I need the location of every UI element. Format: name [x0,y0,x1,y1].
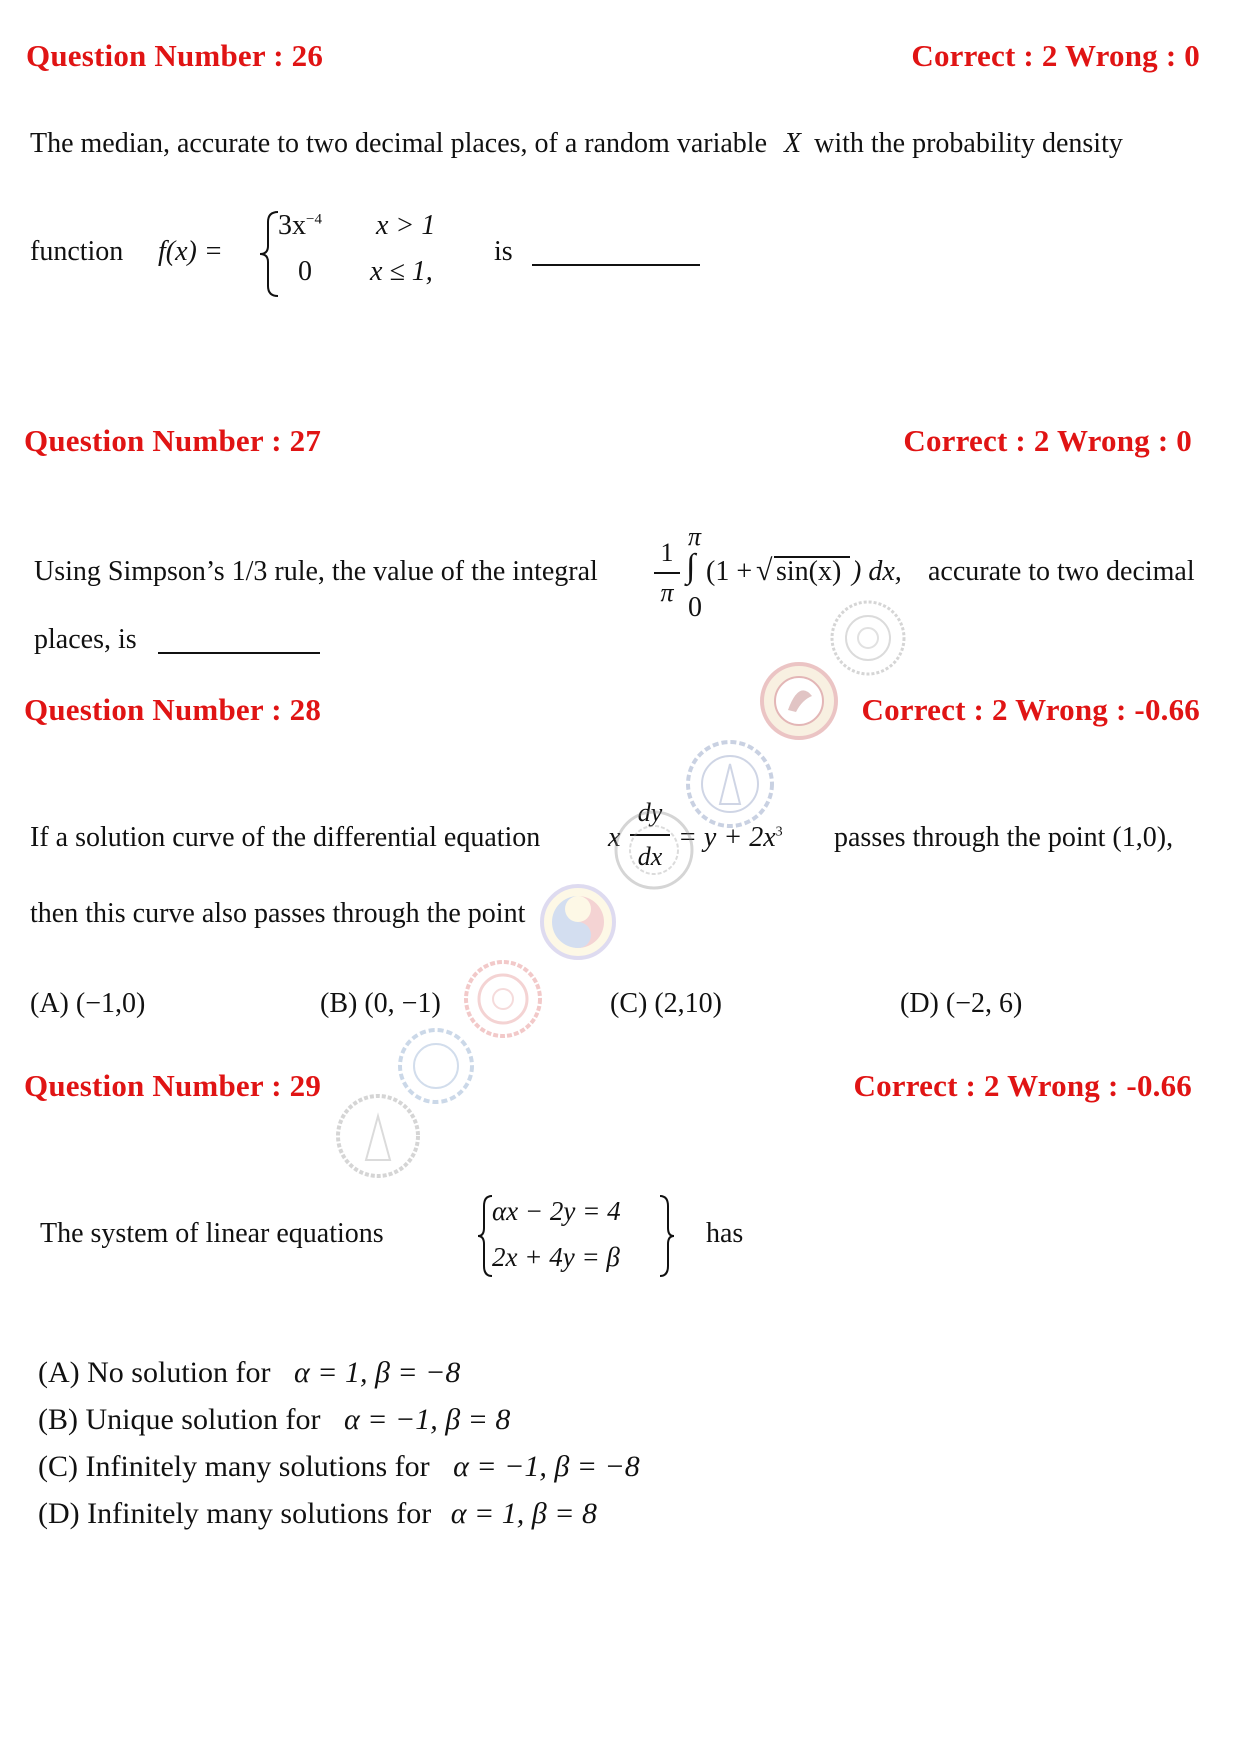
q26-var-x: X [784,128,802,159]
q27-upper-limit: π [688,522,702,551]
q28-option-a: (A) (−1,0) [30,988,146,1019]
q27-frac-bar [654,572,680,574]
q26-case1-cond: x > 1 [376,210,436,241]
q28-option-c: (C) (2,10) [610,988,722,1019]
q29-option-a-text: (A) No solution for [38,1356,271,1389]
q27-line1-text: Using Simpson’s 1/3 rule, the value of the integral [34,556,598,587]
q27-integrand-open: (1 + [706,556,753,587]
q26-case1-exponent: −4 [306,211,322,228]
q26-case2-expr: 0 [298,256,312,287]
q28-line2: then this curve also passes through the point [30,898,526,929]
question-27-marks: Correct : 2 Wrong : 0 [903,423,1192,458]
q26-case1-base: 3x [278,210,306,241]
q28-line1-text: If a solution curve of the differential equation [30,822,541,853]
q29-option-a [38,1356,460,1390]
q28-eq-num: dy [637,798,663,827]
q28-eq-rhs-text: = y + 2x [678,822,776,853]
q29-has-word: has [706,1218,744,1249]
q27-sqrt-arg-text: sin(x) [776,556,842,587]
q26-fx: f(x) = [158,236,223,267]
q29-option-a-math: α = 1, β = −8 [293,1356,461,1389]
q26-line1-end: with the probability density [814,128,1123,159]
q29-right-brace [656,1194,676,1278]
q27-line1-end: accurate to two decimal [928,556,1195,587]
q28-option-b: (B) (0, −1) [320,988,441,1019]
question-28-marks: Correct : 2 Wrong : -0.66 [861,692,1200,727]
question-29-marks: Correct : 2 Wrong : -0.66 [853,1068,1192,1103]
question-26-header: Question Number : 26 [26,38,324,73]
q29-eq2: 2x + 4y = β [492,1242,620,1272]
question-26-line1 [30,128,1123,160]
q28-line1-end: passes through the point (1,0), [834,822,1174,853]
seal-icon [332,1090,424,1182]
question-28-header: Question Number : 28 [24,692,322,727]
q26-is-word: is [494,236,513,267]
q29-option-b [38,1403,510,1437]
q29-option-d [38,1497,597,1531]
seal-icon [758,660,840,742]
q26-line1-text: The median, accurate to two decimal places, of a random variable [30,128,767,159]
q27-answer-blank [158,652,320,654]
q29-option-d-math: α = 1, β = 8 [450,1497,597,1530]
q26-case2-cond: x ≤ 1, [370,256,433,287]
q27-sqrt-sign: √ [756,554,773,587]
q27-frac-den: π [660,578,674,607]
question-27-header: Question Number : 27 [24,423,322,458]
q27-line2: places, is [34,624,137,655]
q28-eq-den: dx [637,842,663,871]
q28-eq-x: x [608,822,621,853]
q29-option-d-text: (D) Infinitely many solutions for [38,1497,432,1530]
q29-option-b-math: α = −1, β = 8 [343,1403,511,1436]
q26-answer-blank [532,264,700,266]
q26-function-word: function [30,236,124,267]
seal-icon [612,808,696,892]
q26-case1-expr [278,210,322,242]
q28-eq-exponent: 3 [775,824,783,840]
q27-lower-limit: 0 [688,592,702,623]
q29-option-c [38,1450,640,1484]
q29-option-b-text: (B) Unique solution for [38,1403,321,1436]
question-26-marks: Correct : 2 Wrong : 0 [911,38,1200,73]
q27-integrand-close: ) dx, [852,556,902,587]
q28-option-d: (D) (−2, 6) [900,988,1023,1019]
question-29-header: Question Number : 29 [24,1068,322,1103]
seal-icon [828,598,908,678]
q27-integral-sign: ∫ [686,548,696,585]
q27-sqrt-arg [776,556,841,588]
q27-frac-num: 1 [660,538,674,567]
q29-line1-text: The system of linear equations [40,1218,384,1249]
q29-option-c-math: α = −1, β = −8 [453,1450,640,1483]
seal-icon [538,882,618,962]
q29-option-c-text: (C) Infinitely many solutions for [38,1450,430,1483]
q29-eq1: αx − 2y = 4 [492,1196,621,1226]
